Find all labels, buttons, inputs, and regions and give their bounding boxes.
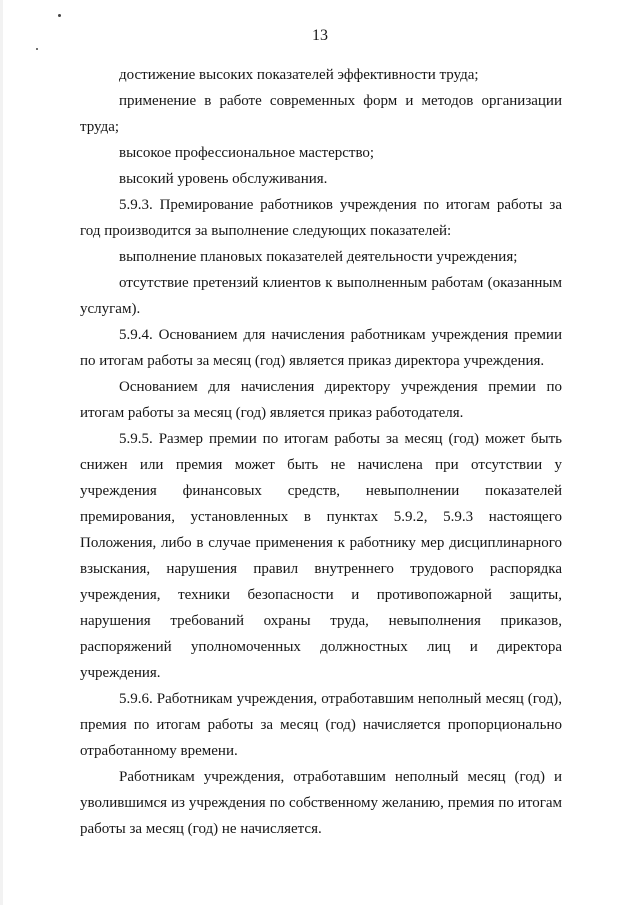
paragraph: 5.9.4. Основанием для начисления работникам учреждения премии по итогам работы за месяц (год) является приказ директора учреждения. xyxy=(80,327,562,369)
document-body xyxy=(80,62,562,842)
paragraph: применение в работе современных форм и методов организации труда; xyxy=(80,93,562,135)
page-number: 13 xyxy=(312,27,328,44)
paragraph: 5.9.6. Работникам учреждения, отработавшим неполный месяц (год), премия по итогам работы за месяц (год) начисляется пропорционально отработанному времени. xyxy=(80,691,562,759)
paragraph: Работникам учреждения, отработавшим неполный месяц (год) и уволившимся из учреждения по собственному желанию, премия по итогам работы за месяц (год) не начисляется. xyxy=(80,769,562,837)
paragraph: 5.9.5. Размер премии по итогам работы за месяц (год) может быть снижен или премия может быть не начислена при отсутствии у учреждения финансовых средств, невыполнении показателей премирования, установленных в пунктах 5.9.2, 5.9.3 настоящего Положения, либо в случае применения к работнику мер дисциплинарного взыскания, нарушения правил внутреннего трудового распорядка учреждения, техники безопасности и противопожарной защиты, нарушения требований охраны труда, невыполнения приказов, распоряжений уполномоченных должностных лиц и директора учреждения. xyxy=(80,431,562,681)
paragraph: выполнение плановых показателей деятельности учреждения; xyxy=(119,249,518,265)
paragraph: высокий уровень обслуживания. xyxy=(119,171,328,187)
paragraph: Основанием для начисления директору учреждения премии по итогам работы за месяц (год) является приказ работодателя. xyxy=(80,379,562,421)
paragraph: высокое профессиональное мастерство; xyxy=(119,145,375,161)
paragraph: достижение высоких показателей эффективности труда; xyxy=(119,67,479,83)
scan-speck xyxy=(36,48,38,50)
paragraph: отсутствие претензий клиентов к выполненным работам (оказанным услугам). xyxy=(80,275,562,317)
scan-edge-shadow xyxy=(0,0,3,905)
paragraph: 5.9.3. Премирование работников учреждения по итогам работы за год производится за выполнение следующих показателей: xyxy=(80,197,562,239)
scan-speck xyxy=(58,14,61,17)
